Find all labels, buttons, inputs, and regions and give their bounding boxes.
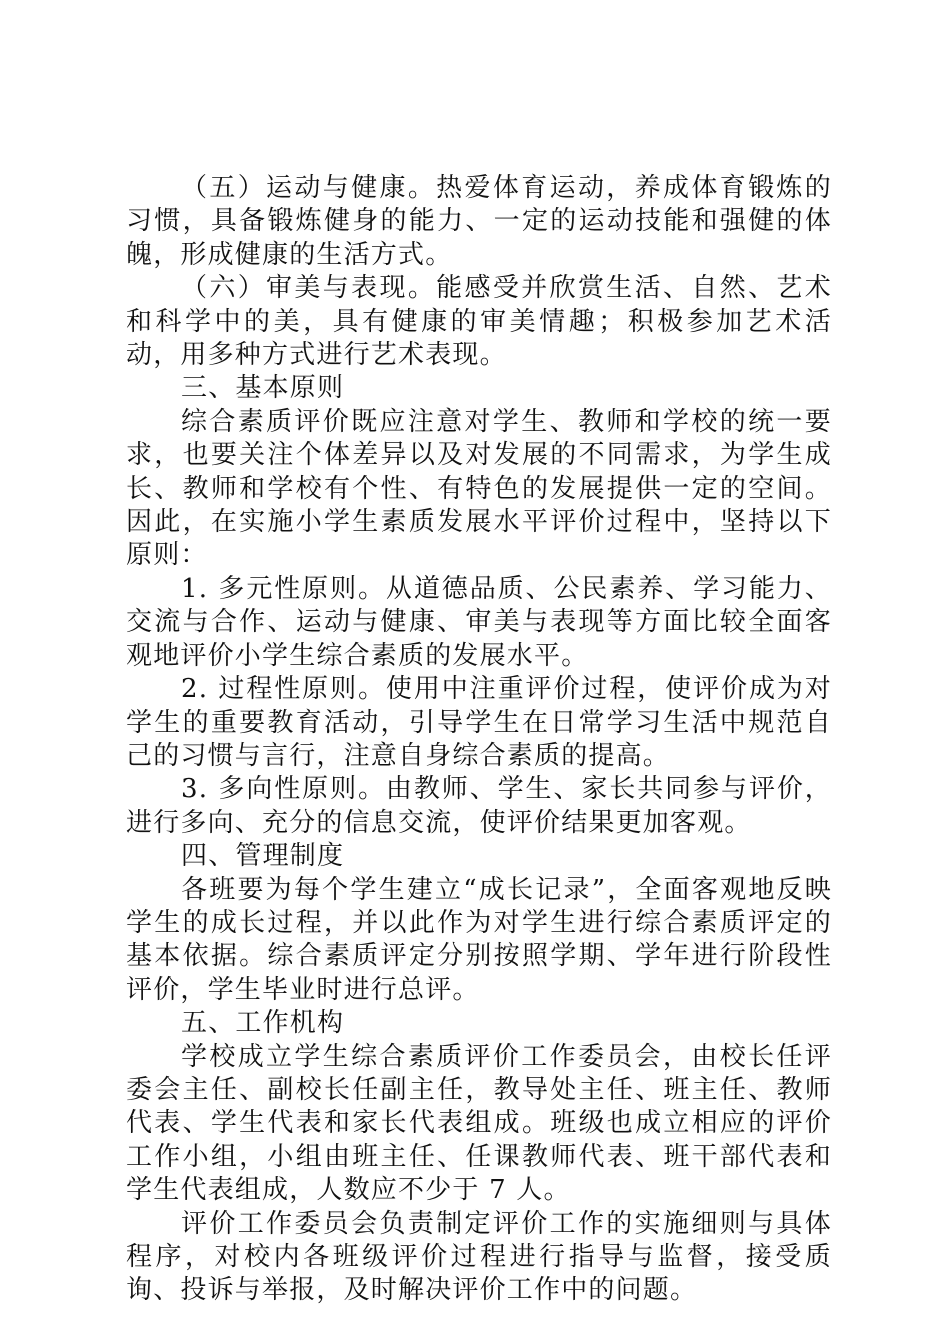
paragraph-principle-diversity: 1. 多元性原则。从道德品质、公民素养、学习能力、交流与合作、运动与健康、审美与表现等方面比较全面客观地评价小学生综合素质的发展水平。: [126, 573, 832, 671]
paragraph-sports-health: （五）运动与健康。热爱体育运动，养成体育锻炼的习惯，具备锻炼健身的能力、一定的运动技能和强健的体魄，形成健康的生活方式。: [126, 173, 832, 270]
heading-management-system: 四、管理制度: [181, 841, 345, 872]
heading-working-body: 五、工作机构: [181, 1008, 345, 1039]
paragraph-principle-multidirectional: 3. 多向性原则。由教师、学生、家长共同参与评价，进行多向、充分的信息交流，使评价结果更加客观。: [126, 774, 832, 838]
paragraph-principle-process: 2. 过程性原则。使用中注重评价过程，使评价成为对学生的重要教育活动，引导学生在日常学习生活中规范自己的习惯与言行，注意自身综合素质的提高。: [126, 674, 832, 771]
paragraph-aesthetics: （六）审美与表现。能感受并欣赏生活、自然、艺术和科学中的美，具有健康的审美情趣；积极参加艺术活动，用多种方式进行艺术表现。: [126, 273, 832, 371]
paragraph-committee-duties: 评价工作委员会负责制定评价工作的实施细则与具体程序，对校内各班级评价过程进行指导与监督，接受质询、投诉与举报，及时解决评价工作中的问题。: [126, 1208, 832, 1306]
paragraph-growth-record: 各班要为每个学生建立“成长记录”，全面客观地反映学生的成长过程，并以此作为对学生进行综合素质评定的基本依据。综合素质评定分别按照学期、学年进行阶段性评价，学生毕业时进行总评。: [126, 874, 832, 1005]
document-body: [126, 172, 832, 1308]
paragraph-committee: 学校成立学生综合素质评价工作委员会，由校长任评委会主任、副校长任副主任，教导处主任、班主任、教师代表、学生代表和家长代表组成。班级也成立相应的评价工作小组，小组由班主任、任课教师代表、班干部代表和学生代表组成，人数应不少于 7 人。: [126, 1041, 832, 1206]
heading-basic-principles: 三、基本原则: [181, 373, 345, 404]
paragraph-principles-intro: 综合素质评价既应注意对学生、教师和学校的统一要求，也要关注个体差异以及对发展的不同需求，为学生成长、教师和学校有个性、有特色的发展提供一定的空间。因此，在实施小学生素质发展水平评价过程中，坚持以下原则：: [126, 406, 832, 571]
